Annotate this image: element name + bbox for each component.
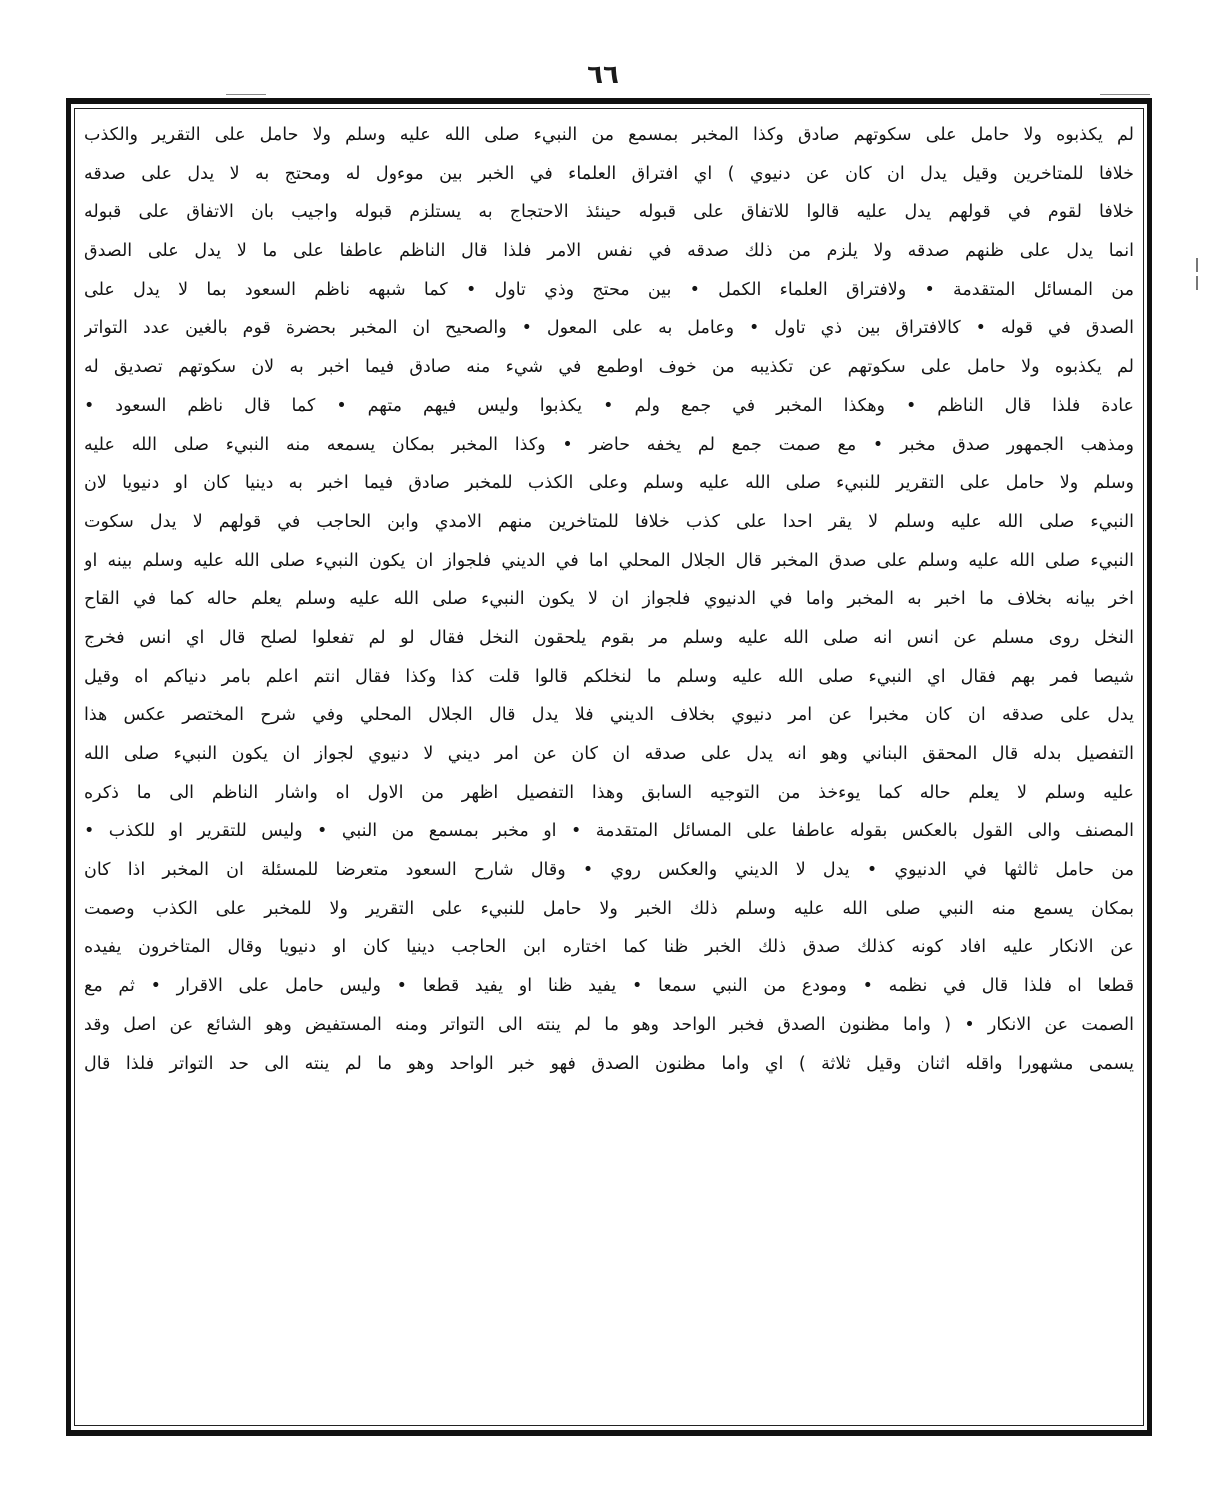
text-line-19: المصنف والى القول بالعكس بقوله عاطفا على المسائل المتقدمة • او مخبر بمسمع من النبي • وليس للتقرير او للكذب • — [84, 821, 1134, 842]
margin-mark — [1196, 276, 1198, 290]
text-line-24: الصمت عن الانكار • ( واما مظنون الصدق فخبر الواحد وهو ما لم ينته الى التواتر ومنه المستفيض وهو الشائع عن اصل وقد — [84, 1014, 1134, 1035]
text-line-23: قطعا اه فلذا قال في نظمه • ومودع من النبي سمعا • يفيد ظنا او يفيد قطعا • وليس حامل على الاقرار • ثم مع — [84, 976, 1134, 997]
text-line-2: خلافا للمتاخرين وقيل يدل ان كان عن دنيوي ) اي افتراق العلماء في الخبر بين موءول له ومحتج به لا يدل على صدقه — [84, 163, 1134, 184]
text-line-8: عادة فلذا قال الناظم • وهكذا المخبر في جمع ولم • يكذبوا وليس فيهم متهم • كما قال ناظم السعود • — [84, 395, 1134, 416]
text-line-15: شيصا فمر بهم فقال اي النبيء صلى الله عليه وسلم ما لنخلكم قالوا قلت كذا وكذا فقال انتم اعلم بامر دنياكم اه وقيل — [84, 666, 1134, 687]
text-line-9: ومذهب الجمهور صدق مخبر • مع صمت جمع لم يخفه حاضر • وكذا المخبر بمكان يسمعه منه النبيء صلى الله عليه — [84, 434, 1134, 455]
text-line-4: انما يدل على ظنهم صدقه ولا يلزم من ذلك صدقه في نفس الامر فلذا قال الناظم عاطفا على ما لا يدل على الصدق — [84, 241, 1134, 262]
text-line-17: التفصيل بدله قال المحقق البناني وهو انه يدل على صدقه ان كان عن امر ديني لا دنيوي لجواز ان يكون النبيء صلى الله — [84, 744, 1134, 764]
text-line-25: يسمى مشهورا واقله اثنان وقيل ثلاثة ) اي واما مظنون الصدق فهو خبر الواحد وهو ما لم ينته الى حد التواتر فلذا قال — [84, 1053, 1134, 1074]
text-line-12: النبيء صلى الله عليه وسلم على صدق المخبر قال الجلال المحلي اما في الديني فلجواز ان يكون النبيء صلى الله عليه وسلم بينه او — [84, 550, 1134, 571]
margin-mark — [1196, 258, 1198, 272]
text-line-5: من المسائل المتقدمة • ولافتراق العلماء الكمل • بين محتج وذي تاول • كما شبهه ناظم السعود بما لا يدل على — [84, 279, 1134, 300]
page-number: ٦٦ — [587, 60, 619, 90]
text-line-1: لم يكذبوه ولا حامل على سكوتهم صادق وكذا المخبر بمسمع من النبيء صلى الله عليه وسلم ولا حامل على التقرير والكذب — [84, 125, 1134, 145]
text-line-22: عن الانكار عليه افاد كونه كذلك صدق ذلك الخبر ظنا كما اختاره ابن الحاجب دينيا كان او دنيويا وقال المتاخرون يفيده — [84, 937, 1134, 958]
text-line-14: النخل روى مسلم عن انس انه صلى الله عليه وسلم مر بقوم يلحقون النخل فقال لو لم تفعلوا لصلح قال اي انس فخرج — [84, 627, 1134, 648]
text-line-20: من حامل ثالثها في الدنيوي • يدل لا الديني والعكس روي • وقال شارح السعود متعرضا للمسئلة ان المخبر اذا كان — [84, 860, 1134, 881]
text-line-18: عليه وسلم لا يعلم حاله كما يوءخذ من التوجيه السابق وهذا التفصيل اظهر من الاول اه واشار الناظم الى ما ذكره — [84, 782, 1134, 803]
text-line-6: الصدق في قوله • كالافتراق بين ذي تاول • وعامل به على المعول • والصحيح ان المخبر بحضرة قوم بالغين عدد التواتر — [84, 318, 1134, 339]
text-line-10: وسلم ولا حامل على التقرير للنبيء صلى الله عليه وسلم وعلى الكذب للمخبر صادق فيما اخبر به دينيا كان او دنيويا لان — [84, 473, 1134, 494]
main-text-block — [84, 116, 1134, 1083]
text-line-11: النبيء صلى الله عليه وسلم لا يقر احدا على كذب خلافا للمتاخرين منهم الامدي وابن الحاجب في قولهم لا يدل سكوت — [84, 511, 1134, 532]
text-line-21: بمكان يسمع منه النبي صلى الله عليه وسلم ذلك الخبر ولا حامل للنبيء على التقرير ولا للمخبر على الكذب وصمت — [84, 898, 1134, 919]
text-line-16: يدل على صدقه ان كان مخبرا عن امر دنيوي بخلاف الديني فلا يدل قال الجلال المحلي وفي شرح المختصر عكس هذا — [84, 705, 1134, 726]
print-speck — [1100, 94, 1150, 95]
text-line-13: اخر بيانه بخلاف ما اخبر به المخبر واما في الدنيوي فلجواز ان لا يكون النبيء صلى الله عليه وسلم يعلم حاله كما في القاح — [84, 589, 1134, 610]
text-line-7: لم يكذبوه ولا حامل على سكوتهم عن تكذيبه من خوف اوطمع في شيء منه صادق فيما اخبر به لان سكوتهم تصديق له — [84, 357, 1134, 378]
text-line-3: خلافا لقوم في قولهم يدل عليه قالوا للاتفاق على قبوله حينئذ الاحتجاج به يستلزم قبوله واجيب بان الاتفاق على قبوله — [84, 202, 1134, 223]
print-speck — [226, 94, 266, 95]
